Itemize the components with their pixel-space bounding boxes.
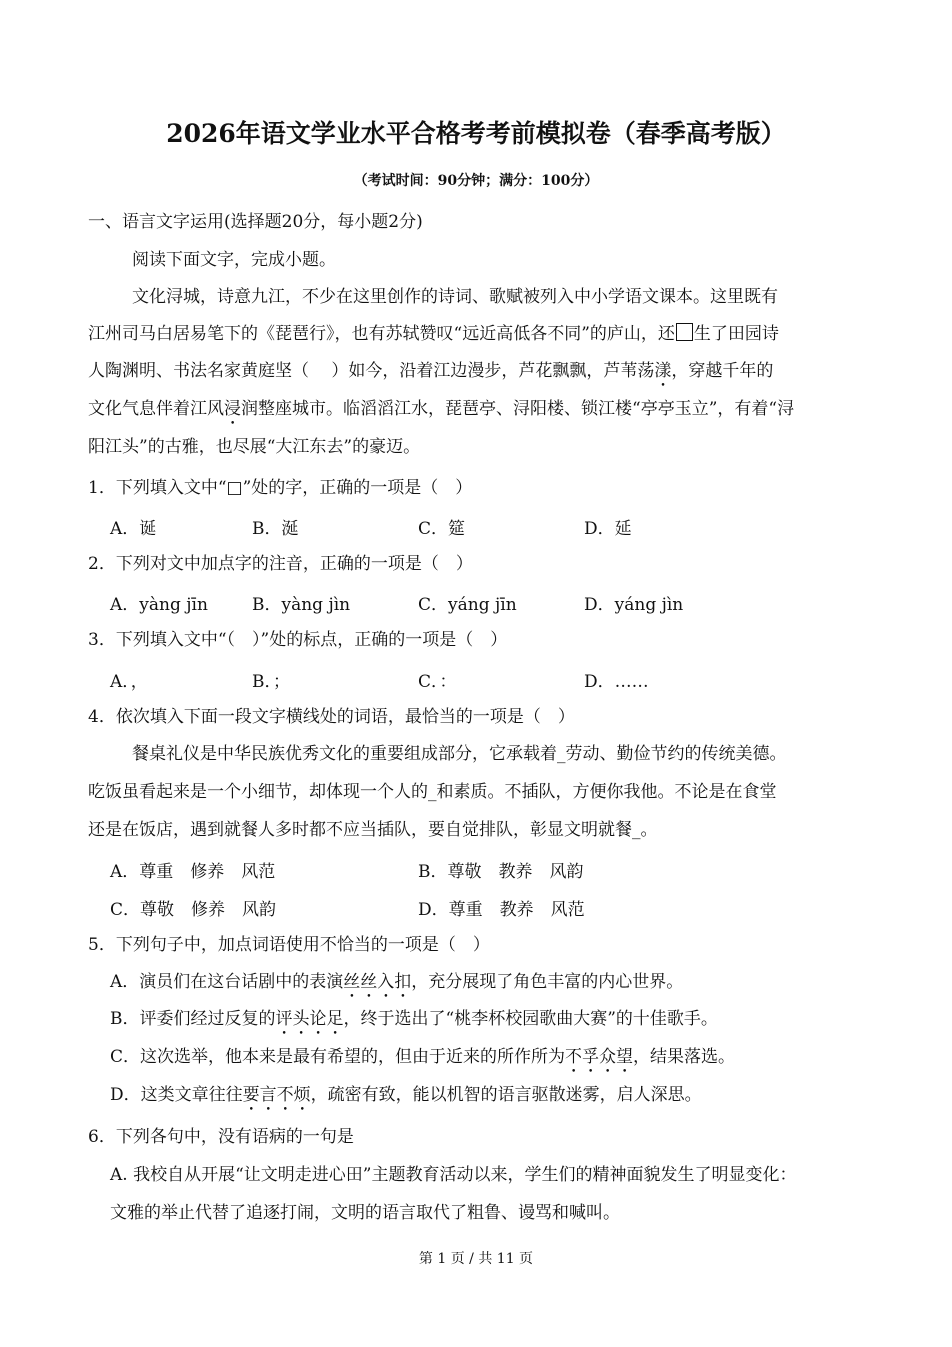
q5-option-c: C．这次选举，他本来是最有希望的，但由于近来的所作所为不孚众望，结果落选。 — [110, 1047, 736, 1067]
page-number: 第 1 页 / 共 11 页 — [418, 1251, 534, 1267]
q1-option-b: B．涎 — [252, 519, 299, 539]
question-3: 3．下列填入文中“（ ）”处的标点，正确的一项是（ ） — [88, 630, 508, 650]
q4-option-d: D．尊重 教养 风范 — [418, 900, 585, 920]
q4-option-b: B．尊敬 教养 风韵 — [418, 862, 584, 882]
question-2: 2．下列对文中加点字的注音，正确的一项是（ ） — [88, 554, 473, 574]
question-5: 5．下列句子中，加点词语使用不恰当的一项是（ ） — [88, 935, 490, 955]
exam-info: （考试时间：90分钟；满分：100分） — [353, 173, 599, 189]
q6-option-a-cont: 文雅的举止代替了追逐打闹，文明的语言取代了粗鲁、谩骂和喊叫。 — [110, 1203, 620, 1223]
q1-option-d: D．延 — [584, 519, 632, 539]
q2-option-c: C．yáng jīn — [418, 595, 517, 615]
passage-line: 文化浔城，诗意九江，不少在这里创作的诗词、歌赋被列入中小学语文课本。这里既有 — [132, 287, 778, 307]
reading-instruction: 阅读下面文字，完成小题。 — [132, 250, 336, 270]
q1-option-a: A．诞 — [110, 519, 157, 539]
passage-line: 人陶渊明、书法名家黄庭坚（ ）如今，沿着江边漫步，芦花飘飘，芦苇荡漾，穿越千年的 — [88, 361, 774, 381]
q4-passage-line: 餐桌礼仪是中华民族优秀文化的重要组成部分，它承载着_劳动、勤俭节约的传统美德。 — [132, 744, 787, 764]
q2-option-b: B．yàng jìn — [252, 595, 351, 615]
q5-option-b: B．评委们经过反复的评头论足，终于选出了“桃李杯校园歌曲大赛”的十佳歌手。 — [110, 1009, 718, 1029]
q4-option-c: C．尊敬 修养 风韵 — [110, 900, 277, 920]
q2-option-a: A．yàng jīn — [110, 595, 208, 615]
q3-option-c: C．： — [418, 672, 457, 692]
q3-option-a: A．， — [110, 672, 148, 692]
passage-line: 阳江头”的古雅，也尽展“大江东去”的豪迈。 — [88, 437, 421, 457]
q6-option-a: A. 我校自从开展“让文明走进心田”主题教育活动以来，学生们的精神面貌发生了明显变化： — [110, 1165, 797, 1185]
dotted-char: 浸 — [224, 399, 241, 419]
question-6: 6．下列各句中，没有语病的一句是 — [88, 1127, 354, 1147]
passage-line: 文化气息伴着江风浸润整座城市。临滔滔江水，琵琶亭、浔阳楼、锁江楼“亭亭玉立”，有着“浔 — [88, 399, 795, 419]
section-heading: 一、语言文字运用(选择题20分，每小题2分) — [88, 212, 423, 232]
q4-passage-line: 还是在饭店，遇到就餐人多时都不应当插队，要自觉排队，彰显文明就餐_。 — [88, 820, 658, 840]
q4-option-a: A．尊重 修养 风范 — [110, 862, 276, 882]
q3-option-b: B．； — [252, 672, 290, 692]
question-4: 4．依次填入下面一段文字横线处的词语，最恰当的一项是（ ） — [88, 707, 575, 727]
q2-option-d: D．yáng jìn — [584, 595, 684, 615]
blank-box — [676, 323, 693, 341]
q4-passage-line: 吃饭虽看起来是一个小细节，却体现一个人的_和素质。不插队，方便你我他。不论是在食堂 — [88, 782, 777, 802]
q1-option-c: C．筵 — [418, 519, 466, 539]
page-title: 2026年语文学业水平合格考考前模拟卷（春季高考版） — [166, 119, 786, 148]
question-1: 1．下列填入文中“□”处的字，正确的一项是（ ） — [88, 478, 473, 498]
dotted-char: 漾 — [654, 361, 672, 381]
q5-option-a: A．演员们在这台话剧中的表演丝丝入扣，充分展现了角色丰富的内心世界。 — [110, 972, 684, 992]
passage-line: 江州司马白居易笔下的《琵琶行》，也有苏轼赞叹“远近高低各不同”的庐山，还 生了田园诗 — [88, 324, 779, 344]
q3-option-d: D．…… — [584, 672, 649, 692]
q5-option-d: D．这类文章往往要言不烦，疏密有致，能以机智的语言驱散迷雾，启人深思。 — [110, 1085, 702, 1105]
